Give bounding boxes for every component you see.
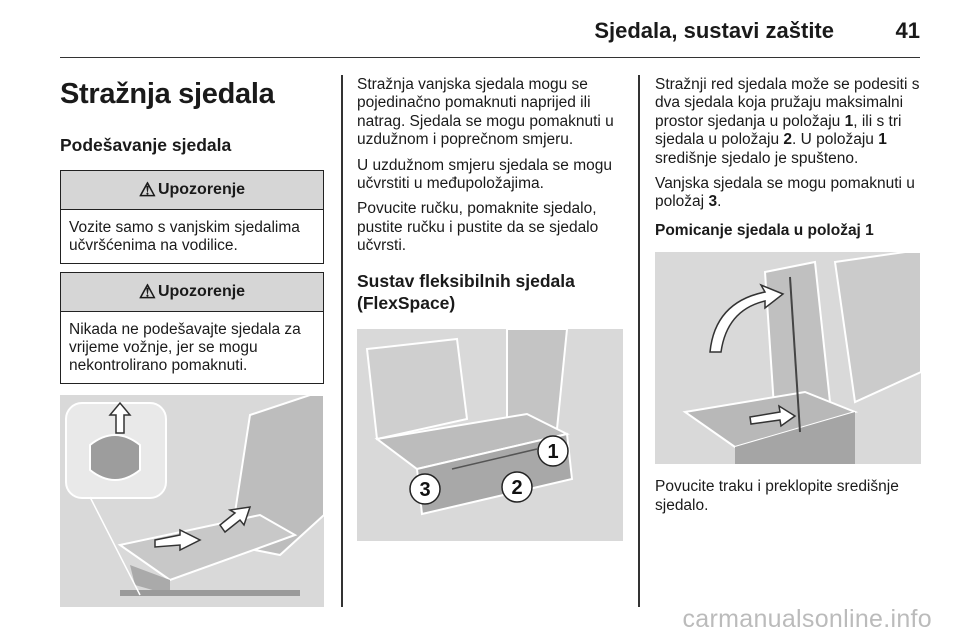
body-paragraph: Stražnji red sjedala može se podesiti s dva sjedala koja pružaju maksimalni prostor sjedanja u položaju 1, ili s tri sjedala u položaju 2. U položaju 1 središnje sjedalo je spušteno. [655, 76, 920, 167]
warning-header [61, 171, 323, 210]
watermark: carmanualsonline.info [682, 605, 932, 633]
column-middle [357, 76, 623, 541]
seat-adjustment-illustration [60, 395, 324, 607]
body-paragraph: Povucite ručku, pomaknite sjedalo, pustite ručku i pustite da se sjedalo učvrsti. [357, 200, 599, 255]
body-paragraph: Stražnja vanjska sjedala mogu se pojedinačno pomaknuti naprijed ili natrag. Sjedala se mogu pomaknuti u uzdužnom i poprečnom smjeru. [357, 76, 614, 149]
warning-triangle-icon: ⚠ [138, 179, 156, 201]
column-left [60, 76, 324, 607]
figure-caption: Pomicanje sjedala u položaj 1 [655, 221, 874, 239]
page-number: 41 [895, 18, 920, 43]
warning-box [60, 170, 324, 264]
warning-triangle-icon: ⚠ [138, 281, 156, 303]
figure-callout: 2 [511, 476, 523, 499]
warning-text: Nikada ne podešavajte sjedala za vrijeme vožnje, jer se mogu nekontrolirano pomaknuti. [69, 321, 301, 374]
figure-callout: 1 [547, 440, 559, 463]
column-divider [638, 75, 640, 607]
warning-header [61, 273, 323, 312]
center-seat-fold-illustration [655, 252, 921, 464]
body-paragraph: Vanjska sjedala se mogu pomaknuti u položaj 3. [655, 175, 915, 211]
figure-callout: 3 [419, 478, 431, 501]
page-header [60, 14, 920, 58]
column-right [655, 76, 923, 522]
warning-box [60, 272, 324, 384]
flexspace-seat-illustration [357, 329, 623, 541]
column-divider [341, 75, 343, 607]
warning-text: Vozite samo s vanjskim sjedalima učvršćenima na vodilice. [69, 219, 300, 254]
warning-title: Upozorenje [157, 181, 246, 198]
body-paragraph: U uzdužnom smjeru sjedala se mogu učvrstiti u međupoložajima. [357, 156, 613, 193]
warning-title: Upozorenje [157, 283, 246, 300]
flexspace-heading: Sustav fleksibilnih sjedala (FlexSpace) [357, 270, 575, 313]
subsection-heading: Podešavanje sjedala [60, 135, 232, 155]
body-paragraph: Povucite traku i preklopite središnje sjedalo. [655, 478, 899, 514]
section-heading: Stražnja sjedala [60, 78, 275, 110]
running-title: Sjedala, sustavi zaštite [594, 18, 834, 43]
